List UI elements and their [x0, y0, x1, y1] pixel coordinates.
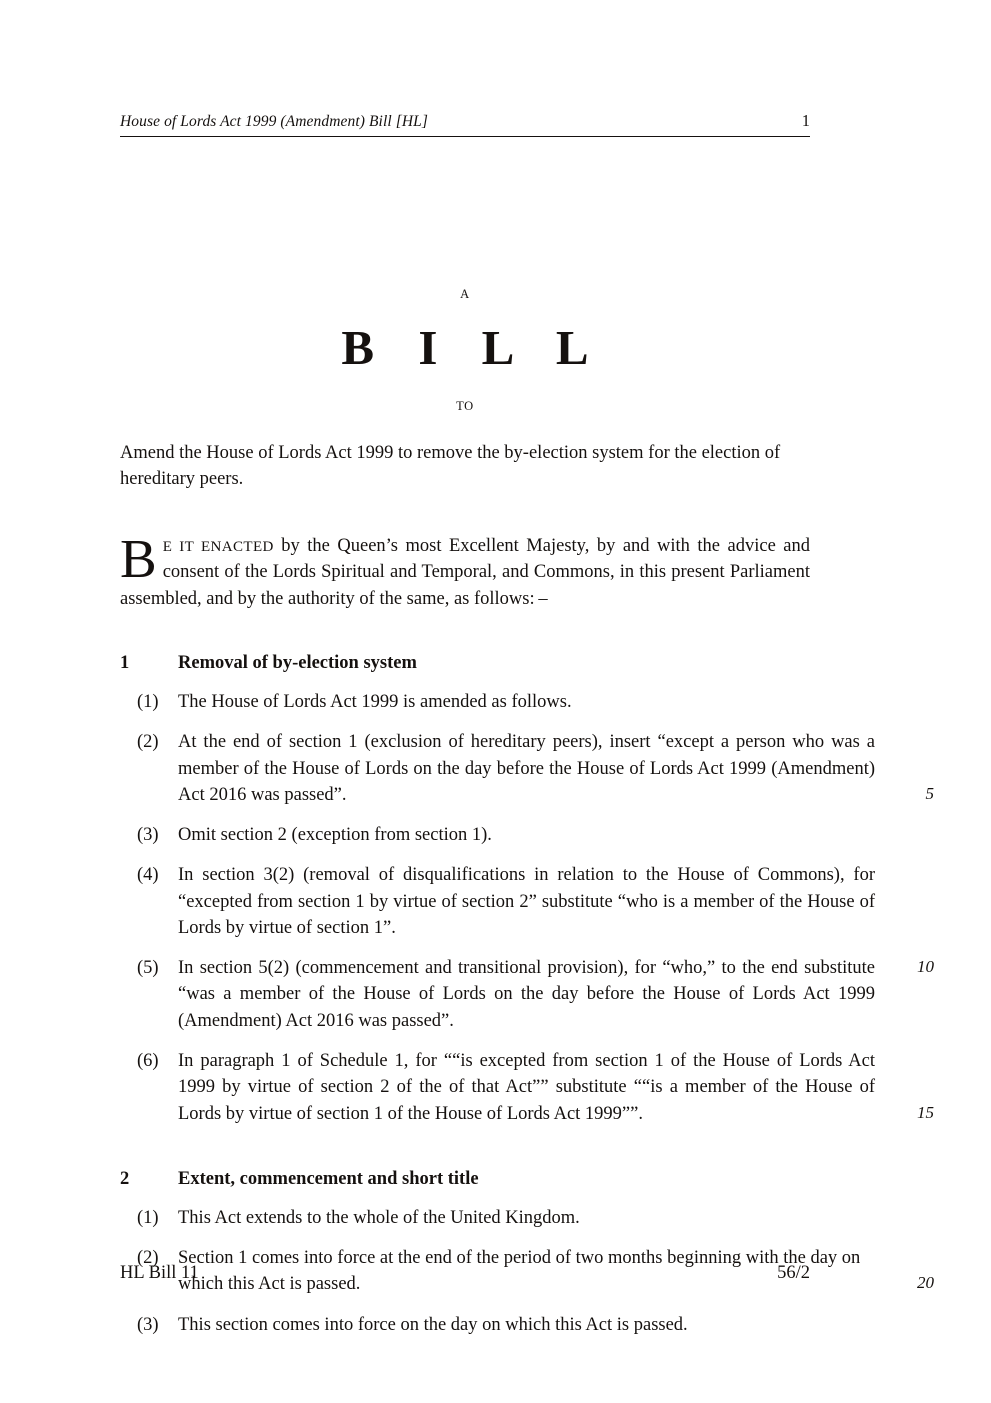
margin-line-number: 15 [917, 1102, 934, 1122]
title-preposition: TO [456, 398, 474, 413]
section-title: Removal of by-election system [178, 653, 417, 673]
subsection-text [178, 1048, 934, 1127]
section-number: 2 [120, 1168, 130, 1189]
bill-body [120, 651, 934, 1352]
subsection [120, 729, 934, 808]
subsection-text [178, 955, 934, 1034]
subsection-number: (3) [137, 1314, 159, 1335]
page-number: 1 [801, 111, 810, 130]
subsection-number: (2) [137, 1248, 159, 1269]
enacting-smallcaps: E IT ENACTED [162, 539, 274, 555]
subsection-paragraph: In section 3(2) (removal of disqualifications in relation to the House of Commons), for “excepted from section 1 by virtue of section 2” substitute “who is a member of the House of Lords by virtue of section 1”. [178, 865, 875, 938]
subsection [120, 689, 875, 715]
subsection-text [178, 729, 934, 808]
subsection-text [178, 862, 875, 941]
page-title: B I L L [341, 319, 605, 375]
subsection-paragraph: At the end of section 1 (exclusion of hereditary peers), insert “except a person who was a member of the House of Lords on the day before the House of Lords Act 1999 (Amendment) Act 2016 was passed”. [178, 732, 875, 805]
enacting-dropcap: B [120, 528, 157, 589]
section-number: 1 [120, 653, 130, 673]
subsection [120, 862, 875, 941]
subsection-paragraph: This Act extends to the whole of the United Kingdom. [178, 1207, 580, 1228]
subsection [120, 1205, 875, 1231]
subsection-paragraph: Omit section 2 (exception from section 1). [178, 825, 492, 846]
subsection-paragraph: This section comes into force on the day on which this Act is passed. [178, 1314, 688, 1335]
subsection-text [178, 1312, 875, 1338]
subsection [120, 1312, 875, 1338]
section-heading [120, 651, 875, 675]
enacting-text: by the Queen’s most Excellent Majesty, by and with the advice and consent of the Lords Spiritual and Temporal, and Commons, in this present Parliament assembled, and by the authority of the same, as follows: – [120, 536, 810, 609]
subsection-number: (6) [137, 1050, 159, 1071]
subsection-number: (3) [137, 825, 159, 846]
subsection-text [178, 822, 875, 848]
section-spacer [120, 1141, 875, 1167]
subsection-text [178, 689, 875, 715]
subsection [120, 1048, 934, 1127]
margin-line-number: 20 [917, 1273, 934, 1293]
section-heading [120, 1167, 875, 1191]
running-header-title: House of Lords Act 1999 (Amendment) Bill [HL] [120, 113, 429, 131]
subsection-number: (5) [137, 958, 159, 979]
footer-bill-number: HL Bill 11 [120, 1263, 199, 1283]
title-block [120, 288, 810, 412]
title-article: A [460, 287, 470, 301]
margin-line-number: 5 [925, 783, 934, 803]
running-header [120, 112, 810, 137]
subsection [120, 955, 934, 1034]
subsection-number: (1) [137, 1207, 159, 1228]
subsection-paragraph: Section 1 comes into force at the end of the period of two months beginning with the day on which this Act is passed. [178, 1248, 861, 1295]
page-footer [120, 1262, 810, 1284]
subsection [120, 822, 875, 848]
enacting-formula [120, 528, 810, 612]
subsection-paragraph: In section 5(2) (commencement and transitional provision), for “who,” to the end substitute “was a member of the House of Lords on the day before the House of Lords Act 1999 (Amendment) Act 2016 was passed”. [178, 958, 875, 1031]
footer-reference: 56/2 [777, 1263, 810, 1283]
subsection-number: (4) [137, 865, 159, 886]
long-title: Amend the House of Lords Act 1999 to remove the by-election system for the election of hereditary peers. [120, 443, 781, 490]
section-title: Extent, commencement and short title [178, 1168, 479, 1189]
subsection-paragraph: The House of Lords Act 1999 is amended as follows. [178, 692, 572, 713]
subsection-paragraph: In paragraph 1 of Schedule 1, for ““is excepted from section 1 of the House of Lords Act 1999 by virtue of section 2 of the of that Act”” substitute ““is a member of the House of Lords by virtue of section 1 of the House of Lords Act 1999””. [178, 1050, 875, 1124]
subsection-number: (1) [137, 692, 159, 713]
subsection-text [178, 1205, 875, 1231]
margin-line-number: 10 [917, 957, 934, 977]
subsection-number: (2) [137, 732, 159, 753]
